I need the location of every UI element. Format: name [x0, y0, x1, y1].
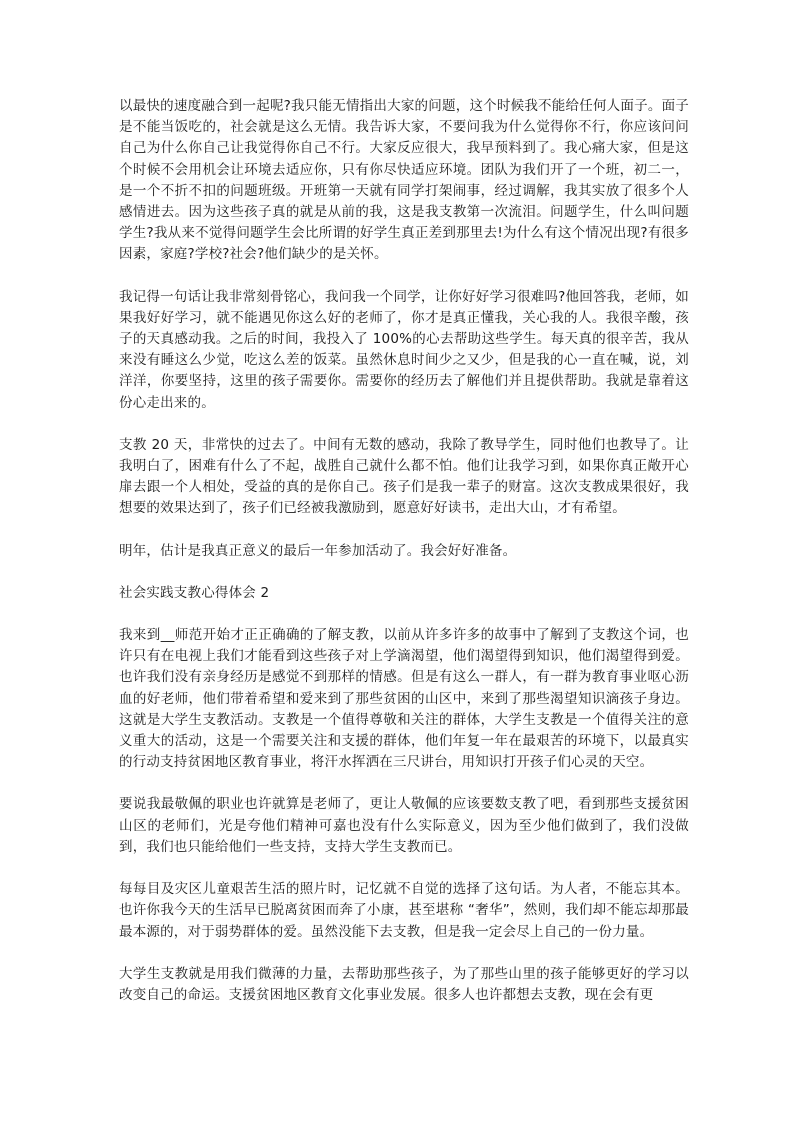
paragraph-3: 支教 20 天，非常快的过去了。中间有无数的感动，我除了教导学生，同时他们也教导了。让我明白了，困难有什么了不起，战胜自己就什么都不怕。他们让我学习到，如果你真正敞开心扉去跟一个人相处，受益的真的是你自己。孩子们是我一辈子的财富。这次支教成果很好，我想要的效果达到了，孩子们已经被我激励到，愿意好好读书，走出大山，才有希望。	[119, 436, 689, 517]
paragraph-5: 我来到__师范开始才正正确确的了解支教，以前从许多许多的故事中了解到了支教这个词，也许只有在电视上我们才能看到这些孩子对上学滴渴望，他们渴望得到知识，他们渴望得到爱。也许我们没有亲身经历是感觉不到那样的情感。但是有这么一群人，有一群为教育事业呕心沥血的好老师，他们带着希望和爱来到了那些贫困的山区中，来到了那些渴望知识滴孩子身边。这就是大学生支教活动。支教是一个值得尊敬和关注的群体，大学生支教是一个值得关注的意义重大的活动，这是一个需要关注和支援的群体，他们年复一年在最艰苦的环境下，以最真实的行动支持贫困地区教育事业，将汗水挥洒在三尺讲台，用知识打开孩子们心灵的天空。	[119, 627, 689, 771]
paragraph-4: 明年，估计是我真正意义的最后一年参加活动了。我会好好准备。	[119, 542, 517, 559]
paragraph-8: 大学生支教就是用我们微薄的力量，去帮助那些孩子，为了那些山里的孩子能够更好的学习以改变自己的命运。支援贫困地区教育文化事业发展。很多人也许都想去支教，现在会有更	[119, 965, 689, 1003]
document-page	[119, 96, 689, 1027]
paragraph-6: 要说我最敬佩的职业也许就算是老师了，更让人敬佩的应该要数支教了吧，看到那些支援贫困山区的老师们，光是夸他们精神可嘉也没有什么实际意义，因为至少他们做到了，我们没做到，我们也只能给他们一些支持，支持大学生支教而已。	[119, 796, 689, 855]
section-heading: 社会实践支教心得体会 2	[119, 584, 270, 601]
paragraph-7: 每每目及灾区儿童艰苦生活的照片时，记忆就不自觉的选择了这句话。为人者，不能忘其本。也许你我今天的生活早已脱离贫困而奔了小康，甚至堪称 “奢华”，然则，我们却不能忘却那最最本源的，对于弱势群体的爱。虽然没能下去支教，但是我一定会尽上自己的一份力量。	[119, 881, 689, 940]
paragraph-1: 以最快的速度融合到一起呢?我只能无情指出大家的问题，这个时候我不能给任何人面子。面子是不能当饭吃的，社会就是这么无情。我告诉大家，不要问我为什么觉得你不行，你应该问问自己为什么你自己让我觉得你自己不行。大家反应很大，我早预料到了。我心痛大家，但是这个时候不会用机会让环境去适应你，只有你尽快适应环境。团队为我们开了一个班，初二一，是一个不折不扣的问题班级。开班第一天就有同学打架闹事，经过调解，我其实放了很多个人感情进去。因为这些孩子真的就是从前的我，这是我支教第一次流泪。问题学生，什么叫问题学生?我从来不觉得问题学生会比所谓的好学生真正差到那里去!为什么有这个情况出现?有很多因素，家庭?学校?社会?他们缺少的是关怀。	[119, 98, 689, 263]
paragraph-2: 我记得一句话让我非常刻骨铭心，我问我一个同学，让你好好学习很难吗?他回答我，老师，如果我好好学习，就不能遇见你这么好的老师了，你才是真正懂我，关心我的人。我很辛酸，孩子的天真感动我。之后的时间，我投入了 100%的心去帮助这些学生。每天真的很辛苦，我从来没有睡这么少觉，吃这么差的饭菜。虽然休息时间少之又少，但是我的心一直在喊，说，刘洋洋，你要坚持，这里的孩子需要你。需要你的经历去了解他们并且提供帮助。我就是靠着这份心走出来的。	[119, 288, 689, 411]
